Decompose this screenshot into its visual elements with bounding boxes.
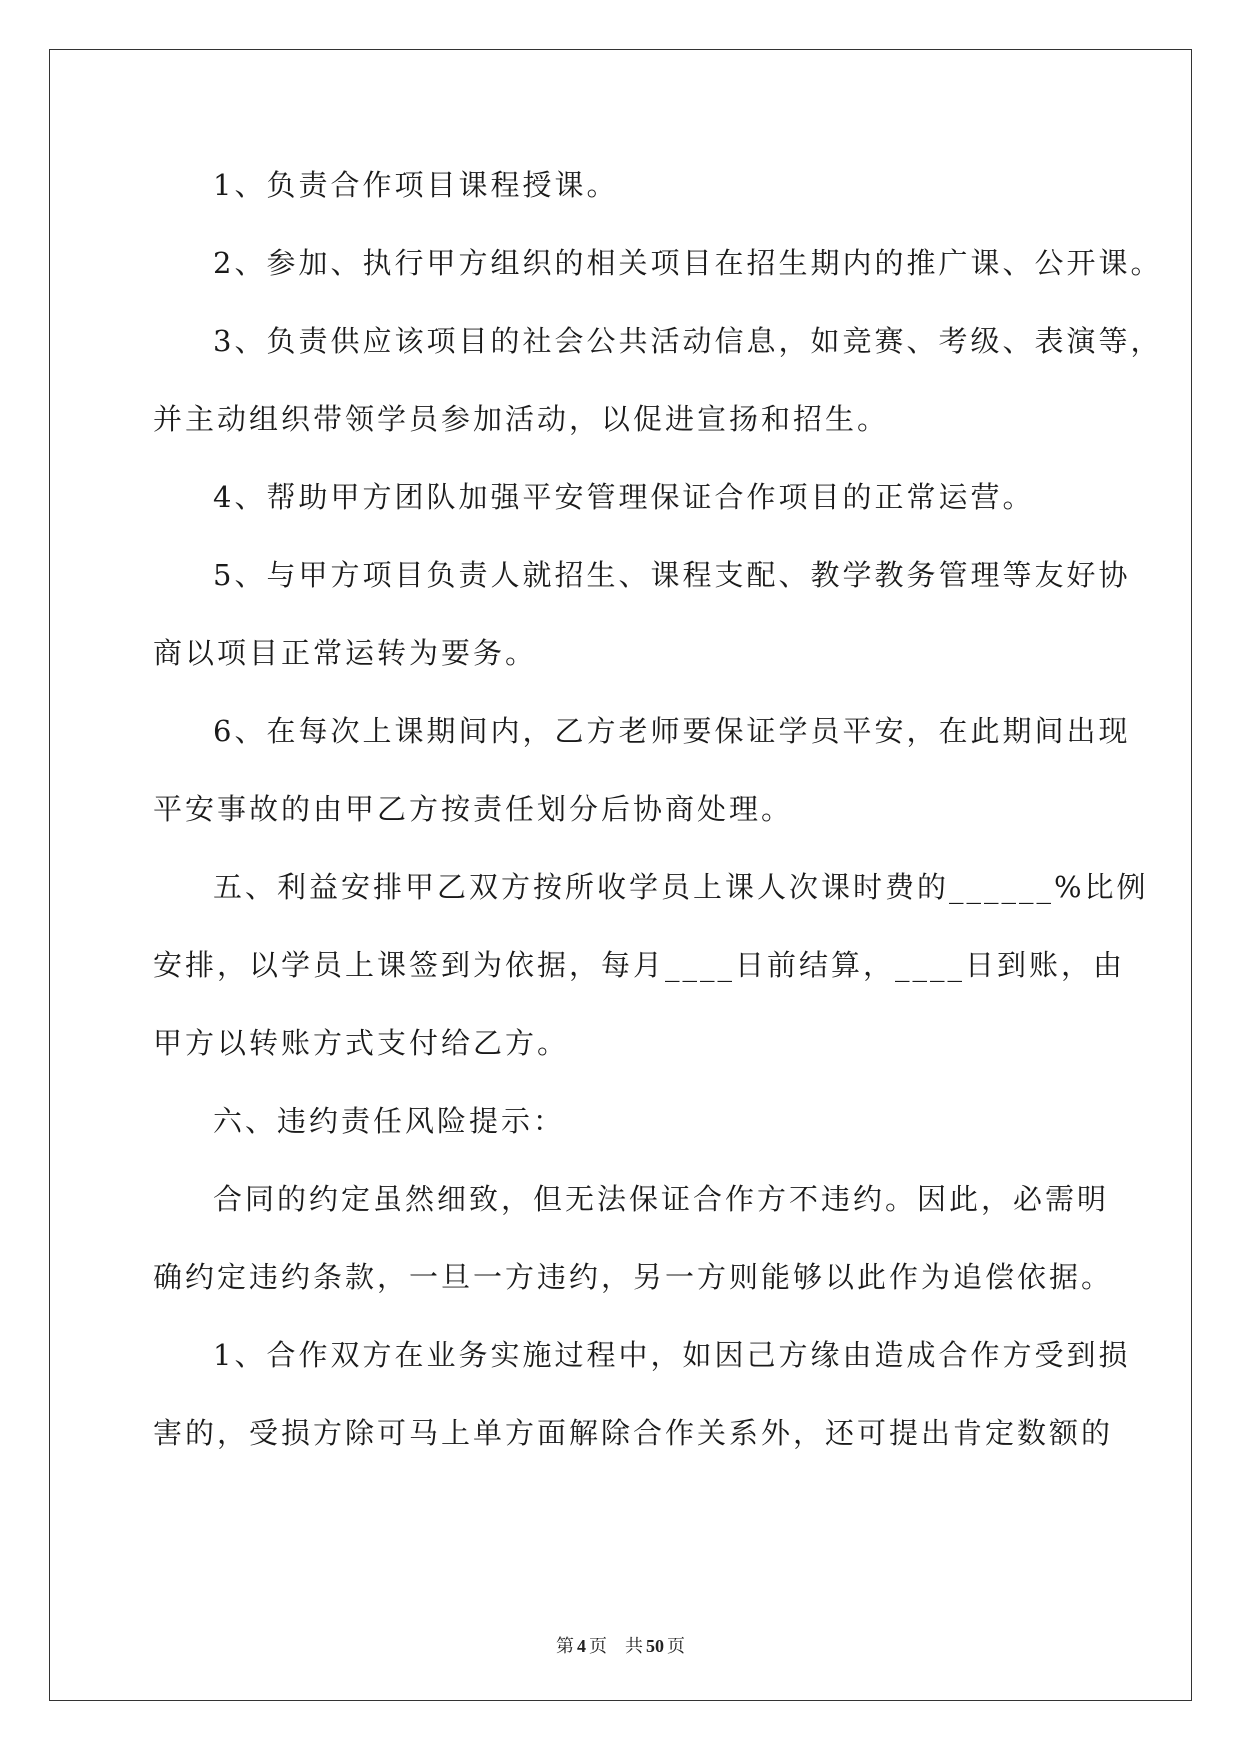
page-label-prefix: 第 <box>556 1636 574 1656</box>
page-footer <box>0 1632 1241 1658</box>
paragraph-line: 6、在每次上课期间内，乙方老师要保证学员平安，在此期间出现 <box>213 714 1131 748</box>
current-page-number: 4 <box>577 1636 586 1656</box>
paragraph-line: 并主动组织带领学员参加活动，以促进宣扬和招生。 <box>153 402 890 436</box>
paragraph-line: 平安事故的由甲乙方按责任划分后协商处理。 <box>153 792 794 826</box>
paragraph-line: 3、负责供应该项目的社会公共活动信息，如竞赛、考级、表演等， <box>213 324 1163 358</box>
paragraph-line: 1、负责合作项目课程授课。 <box>213 168 619 202</box>
paragraph-line: 2、参加、执行甲方组织的相关项目在招生期内的推广课、公开课。 <box>213 246 1163 280</box>
paragraph-line: 1、合作双方在业务实施过程中，如因己方缘由造成合作方受到损 <box>213 1338 1131 1372</box>
paragraph-line: 5、与甲方项目负责人就招生、课程支配、教学教务管理等友好协 <box>213 558 1131 592</box>
paragraph-line: 确约定违约条款，一旦一方违约，另一方则能够以此作为追偿依据。 <box>153 1260 1114 1294</box>
page-label-suffix: 页 <box>589 1636 607 1656</box>
paragraph-line: 甲方以转账方式支付给乙方。 <box>153 1026 570 1060</box>
paragraph-line: 安排，以学员上课签到为依据，每月____日前结算，____日到账，由 <box>153 948 1126 982</box>
paragraph-line: 六、违约责任风险提示： <box>213 1104 566 1138</box>
paragraph-line: 商以项目正常运转为要务。 <box>153 636 538 670</box>
paragraph-line: 害的，受损方除可马上单方面解除合作关系外，还可提出肯定数额的 <box>153 1416 1114 1450</box>
paragraph-line: 五、利益安排甲乙双方按所收学员上课人次课时费的______%比例 <box>213 870 1149 904</box>
paragraph-line: 4、帮助甲方团队加强平安管理保证合作项目的正常运营。 <box>213 480 1035 514</box>
total-page-count: 50 <box>646 1636 664 1656</box>
total-label-suffix: 页 <box>667 1636 685 1656</box>
total-label-prefix: 共 <box>625 1636 643 1656</box>
paragraph-line: 合同的约定虽然细致，但无法保证合作方不违约。因此，必需明 <box>213 1182 1110 1216</box>
